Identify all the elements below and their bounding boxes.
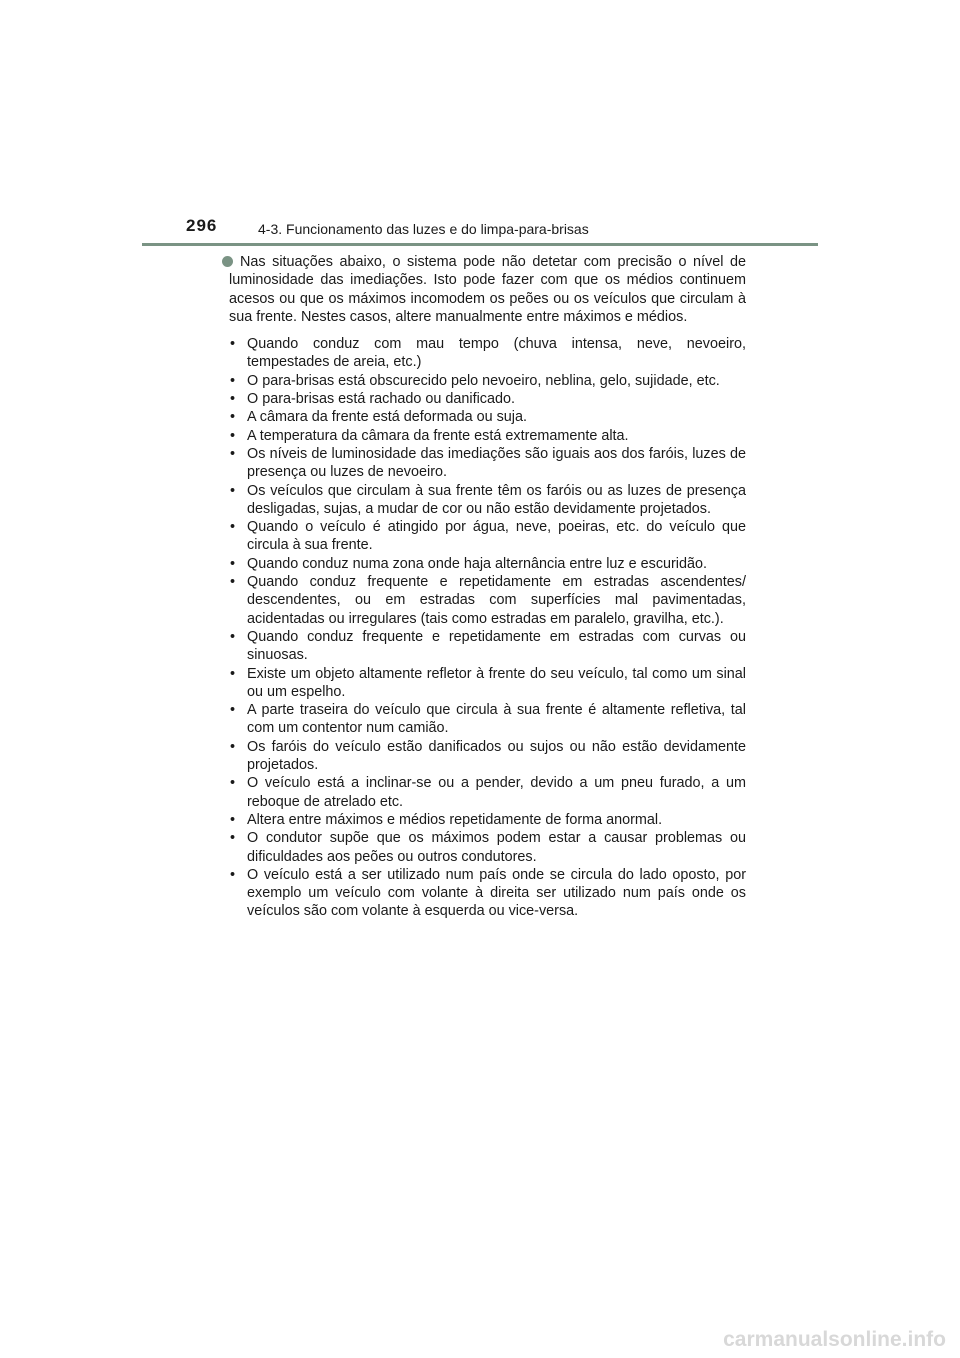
bullet-icon: • <box>230 519 236 536</box>
list-item <box>222 811 746 829</box>
list-item <box>222 774 746 811</box>
bullet-icon: • <box>230 665 236 682</box>
list-item <box>222 372 746 390</box>
bullet-icon: • <box>230 409 236 426</box>
intro-paragraph <box>222 253 746 326</box>
list-item <box>222 555 746 573</box>
bullet-icon: • <box>230 738 236 755</box>
list-item-text: Os veículos que circulam à sua frente têm os faróis ou as luzes de presença desligadas, sujas, a mudar de cor ou não estão devidamente projetados. <box>247 482 746 517</box>
list-item-text: A parte traseira do veículo que circula à sua frente é altamente refletiva, tal com um contentor num camião. <box>247 702 746 737</box>
list-item-text: Os faróis do veículo estão danificados ou sujos ou não estão devidamente projetados. <box>247 738 746 774</box>
circle-bullet-icon <box>222 256 233 267</box>
bullet-icon: • <box>230 830 236 847</box>
list-item <box>222 701 746 738</box>
page-header <box>0 0 960 250</box>
bullet-icon: • <box>230 427 236 444</box>
list-item <box>222 829 746 866</box>
list-item <box>222 518 746 555</box>
section-title: 4-3. Funcionamento das luzes e do limpa-para-brisas <box>258 221 589 237</box>
list-item <box>222 738 746 775</box>
list-item <box>222 408 746 426</box>
list-item <box>222 390 746 408</box>
list-item-text: Altera entre máximos e médios repetidamente de forma anormal. <box>247 811 663 828</box>
list-item-text: A câmara da frente está deformada ou suja. <box>247 409 527 426</box>
bullet-icon: • <box>230 482 236 499</box>
list-item-text: Quando conduz numa zona onde haja alternância entre luz e escuridão. <box>247 555 708 572</box>
header-divider <box>142 243 818 246</box>
list-item-text: Quando conduz frequente e repetidamente em estradas com curvas ou sinuosas. <box>247 628 746 664</box>
bullet-icon: • <box>230 866 236 883</box>
page-content <box>222 253 746 921</box>
list-item <box>222 482 746 519</box>
bullet-icon: • <box>230 574 236 591</box>
list-item-text: O condutor supõe que os máximos podem estar a causar problemas ou dificuldades aos peões ou outros condutores. <box>247 830 746 865</box>
bullet-icon: • <box>230 628 236 645</box>
list-item-text: Quando conduz frequente e repetidamente em estradas ascendentes/ descendentes, ou em estradas com superfícies mal pavimentadas, acidentadas ou irregulares (tais como estradas em paralelo, gravilha, etc.). <box>247 574 746 627</box>
list-item <box>222 573 746 628</box>
bullet-icon: • <box>230 702 236 719</box>
list-item <box>222 427 746 445</box>
intro-text: Nas situações abaixo, o sistema pode não detetar com precisão o nível de luminosidade das imediações. Isto pode fazer com que os médios continuem acesos ou que os máximos incomodem os peões ou os veículos que circulam à sua frente. Nestes casos, altere manualmente entre máximos e médios. <box>229 254 746 325</box>
bullet-icon: • <box>230 445 236 462</box>
page-number: 296 <box>186 216 218 235</box>
list-item <box>222 335 746 372</box>
list-item-text: Quando o veículo é atingido por água, neve, poeiras, etc. do veículo que circula à sua frente. <box>247 519 746 554</box>
list-item <box>222 445 746 482</box>
conditions-list <box>222 335 746 921</box>
list-item-text: A temperatura da câmara da frente está extremamente alta. <box>247 427 629 444</box>
bullet-icon: • <box>230 811 236 828</box>
list-item-text: Os níveis de luminosidade das imediações são iguais aos dos faróis, luzes de presença ou luzes de nevoeiro. <box>247 445 746 481</box>
list-item-text: O para-brisas está obscurecido pelo nevoeiro, neblina, gelo, sujidade, etc. <box>247 372 720 389</box>
list-item-text: Existe um objeto altamente refletor à frente do seu veículo, tal como um sinal ou um espelho. <box>247 665 746 700</box>
list-item <box>222 628 746 665</box>
list-item-text: Quando conduz com mau tempo (chuva intensa, neve, nevoeiro, tempestades de areia, etc.) <box>247 336 746 371</box>
list-item-text: O veículo está a ser utilizado num país onde se circula do lado oposto, por exemplo um veículo com volante à direita ser utilizado num país onde os veículos são com volante à esquerda ou vice-versa. <box>247 866 746 920</box>
bullet-icon: • <box>230 372 236 389</box>
bullet-icon: • <box>230 336 236 353</box>
list-item-text: O veículo está a inclinar-se ou a pender, devido a um pneu furado, a um reboque de atrelado etc. <box>247 775 746 810</box>
list-item-text: O para-brisas está rachado ou danificado. <box>247 391 515 408</box>
watermark: carmanualsonline.info <box>723 1328 946 1351</box>
list-item <box>222 866 746 921</box>
list-item <box>222 665 746 702</box>
bullet-icon: • <box>230 391 236 408</box>
bullet-icon: • <box>230 555 236 572</box>
bullet-icon: • <box>230 775 236 792</box>
